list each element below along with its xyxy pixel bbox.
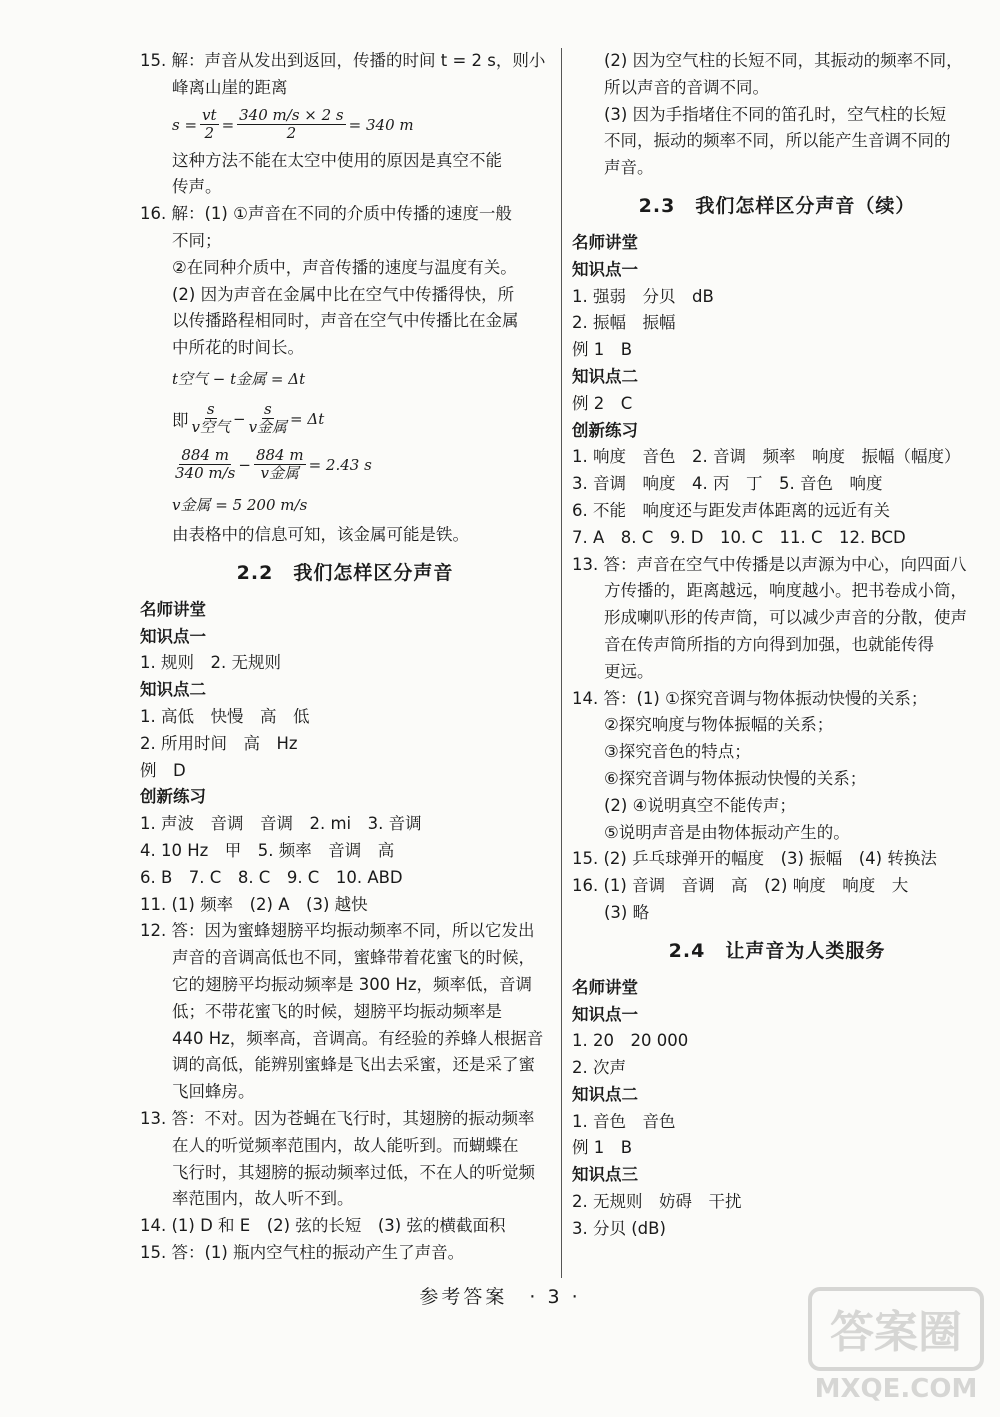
answer-line: 1. 响度 音色 2. 音调 频率 响度 振幅（幅度） [572, 447, 961, 467]
q13-line: 率范围内，故人听不到。 [172, 1189, 354, 1209]
section-title-2-3: 2.3 我们怎样区分声音（续） [638, 194, 916, 217]
heading: 知识点一 [572, 1004, 638, 1024]
p16-line1: 16. 解：(1) ①声音在不同的介质中传播的速度一般 [140, 204, 512, 224]
p16-math1: t空气 − t金属 = Δt [172, 370, 306, 389]
answer-line: 2. 振幅 振幅 [572, 313, 676, 333]
left-column [140, 48, 550, 1267]
heading: 知识点三 [572, 1165, 638, 1185]
eq-lhs: s = [172, 115, 198, 134]
answer-line: 6. B 7. C 8. C 9. C 10. ABD [140, 867, 403, 887]
answer-line: 例 1 B [572, 1138, 633, 1158]
answer-line: 1. 规则 2. 无规则 [140, 653, 281, 673]
cont-line: (3) 因为手指堵住不同的笛孔时，空气柱的长短 [604, 104, 947, 124]
p16-line5: 以传播路程相同时，声音在空气中传播比在金属 [172, 311, 519, 331]
p15-line4: 传声。 [172, 177, 222, 197]
heading: 知识点二 [572, 1084, 638, 1104]
answer-line: 11. (1) 频率 (2) A (3) 越快 [140, 894, 368, 914]
answer-line: 1. 声波 音调 音调 2. mi 3. 音调 [140, 814, 422, 834]
svg-text:MXQE.COM: MXQE.COM [814, 1374, 978, 1404]
answer-line: 例 1 B [572, 340, 633, 360]
q12-line: 声音的音调高低也不同，蜜蜂带着花蜜飞的时候， [172, 948, 535, 968]
q14-line: (2) ④说明真空不能传声； [604, 795, 796, 815]
p16-line7: 由表格中的信息可知，该金属可能是铁。 [172, 524, 469, 544]
heading: 名师讲堂 [140, 599, 206, 619]
q12-line: 它的翅膀平均振动频率是 300 Hz，频率低，音调 [172, 974, 533, 994]
page-footer: 参考答案 · 3 · [419, 1286, 581, 1308]
q14-line: ⑥探究音调与物体振动快慢的关系； [604, 768, 867, 788]
q13-line: 形成喇叭形的传声筒，可以减少声音的分散，使声 [604, 608, 967, 628]
p15-line3: 这种方法不能在太空中使用的原因是真空不能 [172, 150, 502, 170]
q13-line: 音在传声筒所指的方向得到加强，也就能传得 [604, 634, 934, 654]
eq-frac2: $\frac{340 m/s \times 2 s}{2}$ [239, 105, 344, 143]
q15-line: 15. (2) 乒乓球弹开的幅度 (3) 振幅 (4) 转换法 [572, 849, 937, 869]
heading: 创新练习 [572, 420, 638, 440]
p15-line1: 15. 解：声音从发出到返回，传播的时间 t = 2 s，则小 [140, 51, 546, 70]
answer-line: 例 2 C [572, 393, 633, 413]
eq-result: = 340 m [348, 115, 414, 134]
answer-line: 1. 音色 音色 [572, 1111, 676, 1131]
p15-equation: s = $\frac{vt}{2}$ = $\frac{340 m/s \times 2 s}{2}$ = 340 m [172, 105, 414, 143]
eq-frac1: $\frac{vt}{2}$ [202, 105, 217, 143]
answer-line: 4. 10 Hz 甲 5. 频率 音调 高 [140, 840, 395, 860]
q12-line: 调的高低，能辨别蜜蜂是飞出去采蜜，还是采了蜜 [172, 1055, 535, 1075]
answer-line: 例 D [140, 760, 186, 780]
heading: 名师讲堂 [572, 977, 638, 997]
p16-line3: ②在同种介质中，声音传播的速度与温度有关。 [172, 257, 517, 277]
q13-line: 13. 答：声音在空气中传播是以声源为中心，向四面八 [572, 554, 967, 574]
q13-line: 方传播的，距离越远，响度越小。把书卷成小筒， [604, 581, 967, 601]
p16-line2: 不同； [172, 230, 222, 250]
section-title-2-2: 2.2 我们怎样区分声音 [236, 561, 454, 584]
cont-line: 声音。 [604, 158, 654, 178]
p16-math3: $\frac{884 m}{340 m/s}$ − $\frac{884 m}{\text{v金属}}$ = 2.43 s [175, 446, 372, 483]
heading: 知识点一 [140, 626, 206, 646]
heading: 创新练习 [140, 787, 206, 807]
q14-line: 14. (1) D 和 E (2) 弦的长短 (3) 弦的横截面积 [140, 1216, 506, 1236]
q13-line: 飞行时，其翅膀的振动频率过低，不在人的听觉频 [172, 1162, 535, 1182]
q14-line: ②探究响度与物体振幅的关系； [604, 715, 834, 735]
q16-line: (3) 略 [604, 902, 650, 922]
q14-line: ⑤说明声音是由物体振动产生的。 [604, 822, 850, 842]
right-column [572, 48, 982, 1243]
cont-line: 所以声音的音调不同。 [604, 77, 769, 97]
q14-line: ③探究音色的特点； [604, 742, 751, 762]
q13-line: 在人的听觉频率范围内，故人能听到。而蝴蝶在 [172, 1135, 519, 1155]
section-title-2-4: 2.4 让声音为人类服务 [668, 939, 886, 962]
p16-math2: 即 $\frac{s}{\text{v空气}}$ − $\frac{s}{\text{v金属}}$ = Δt [172, 400, 325, 437]
heading: 知识点二 [140, 680, 206, 700]
q16-line: 16. (1) 音调 音调 高 (2) 响度 响度 大 [572, 876, 909, 896]
q12-line: 低；不带花蜜飞的时候，翅膀平均振动频率是 [172, 1001, 502, 1021]
answer-line: 1. 强弱 分贝 dB [572, 286, 714, 306]
p16-line6: 中所花的时间长。 [172, 338, 304, 358]
q15-line: 15. 答：(1) 瓶内空气柱的振动产生了声音。 [140, 1242, 465, 1262]
answer-line: 6. 不能 响度还与距发声体距离的远近有关 [572, 500, 890, 520]
watermark-logo-icon [806, 1285, 986, 1405]
heading: 知识点一 [572, 259, 638, 279]
heading: 名师讲堂 [572, 232, 638, 252]
answer-line: 2. 次声 [572, 1058, 626, 1078]
q12-line: 12. 答：因为蜜蜂翅膀平均振动频率不同，所以它发出 [140, 921, 535, 941]
answer-line: 3. 音调 响度 4. 丙 丁 5. 音色 响度 [572, 474, 883, 494]
answer-line: 3. 分贝 (dB) [572, 1218, 666, 1238]
p16-math4: v金属 = 5 200 m/s [172, 496, 308, 515]
answer-line: 2. 所用时间 高 Hz [140, 733, 298, 753]
answer-line: 1. 20 20 000 [572, 1031, 689, 1051]
cont-line: (2) 因为空气柱的长短不同，其振动的频率不同， [604, 51, 963, 70]
q12-line: 飞回蜂房。 [172, 1082, 255, 1102]
p15-line2: 峰离山崖的距离 [172, 77, 288, 97]
cont-line: 不同，振动的频率不同，所以能产生音调不同的 [604, 131, 951, 151]
column-divider [561, 48, 562, 1278]
q13-line: 13. 答：不对。因为苍蝇在飞行时，其翅膀的振动频率 [140, 1108, 535, 1128]
answer-line: 1. 高低 快慢 高 低 [140, 706, 310, 726]
answer-line: 2. 无规则 妨碍 干扰 [572, 1192, 742, 1212]
heading: 知识点二 [572, 366, 638, 386]
q14-line: 14. 答：(1) ①探究音调与物体振动快慢的关系； [572, 688, 928, 708]
svg-text:答案圈: 答案圈 [830, 1307, 962, 1358]
p16-line4: (2) 因为声音在金属中比在空气中传播得快，所 [172, 284, 515, 304]
answer-line: 7. A 8. C 9. D 10. C 11. C 12. BCD [572, 527, 906, 547]
q12-line: 440 Hz，频率高，音调高。有经验的养蜂人根据音 [172, 1028, 544, 1048]
q13-line: 更远。 [604, 661, 654, 681]
